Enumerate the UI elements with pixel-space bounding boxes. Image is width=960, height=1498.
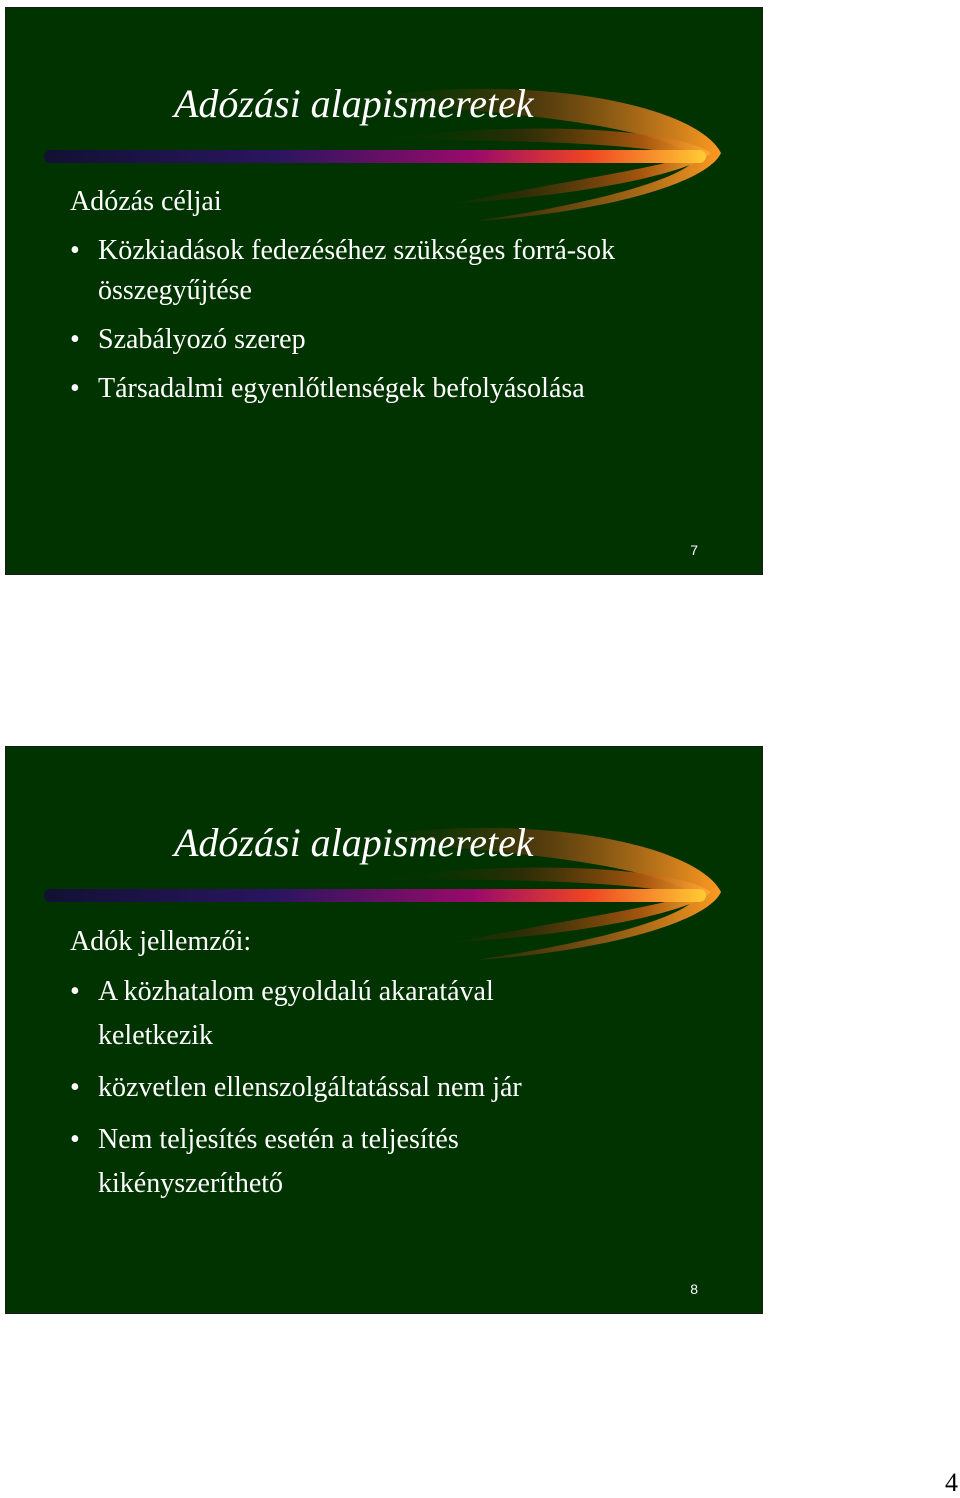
slide-1 <box>5 7 763 575</box>
bullet-item <box>70 320 710 360</box>
slide-body <box>70 182 710 409</box>
bullet-dot-icon: • <box>70 373 80 404</box>
bullet-text: Közkiadások fedezéséhez szükséges forrá-sok összegyűjtése <box>98 235 615 306</box>
slide-body <box>70 922 710 1206</box>
bullet-item <box>70 1066 710 1110</box>
bullet-dot-icon: • <box>70 235 80 266</box>
bullet-item <box>70 970 598 1058</box>
slide-title: Adózási alapismeretek <box>174 81 534 126</box>
bullet-item <box>70 369 710 409</box>
slide-2 <box>5 746 763 1314</box>
page-number: 4 <box>945 1468 958 1497</box>
slide-subtitle: Adók jellemzői: <box>70 926 252 957</box>
bullet-list <box>70 970 710 1206</box>
bullet-text: Szabályozó szerep <box>98 324 306 355</box>
bullet-item <box>70 231 658 311</box>
bullet-dot-icon: • <box>70 324 80 355</box>
bullet-text: közvetlen ellenszolgáltatással nem jár <box>98 1072 522 1103</box>
slide-number: 8 <box>690 1281 698 1297</box>
slide-subtitle: Adózás céljai <box>70 186 222 217</box>
bullet-dot-icon: • <box>70 1124 80 1155</box>
bullet-item <box>70 1118 598 1206</box>
slide-number: 7 <box>690 542 698 558</box>
bullet-text: A közhatalom egyoldalú akaratával keletkezik <box>98 976 494 1051</box>
bullet-dot-icon: • <box>70 1072 80 1103</box>
bullet-text: Társadalmi egyenlőtlenségek befolyásolása <box>98 373 585 404</box>
slide-title: Adózási alapismeretek <box>174 820 534 865</box>
bullet-text: Nem teljesítés esetén a teljesítés kikényszeríthető <box>98 1124 459 1199</box>
bullet-list <box>70 231 710 409</box>
bullet-dot-icon: • <box>70 976 80 1007</box>
